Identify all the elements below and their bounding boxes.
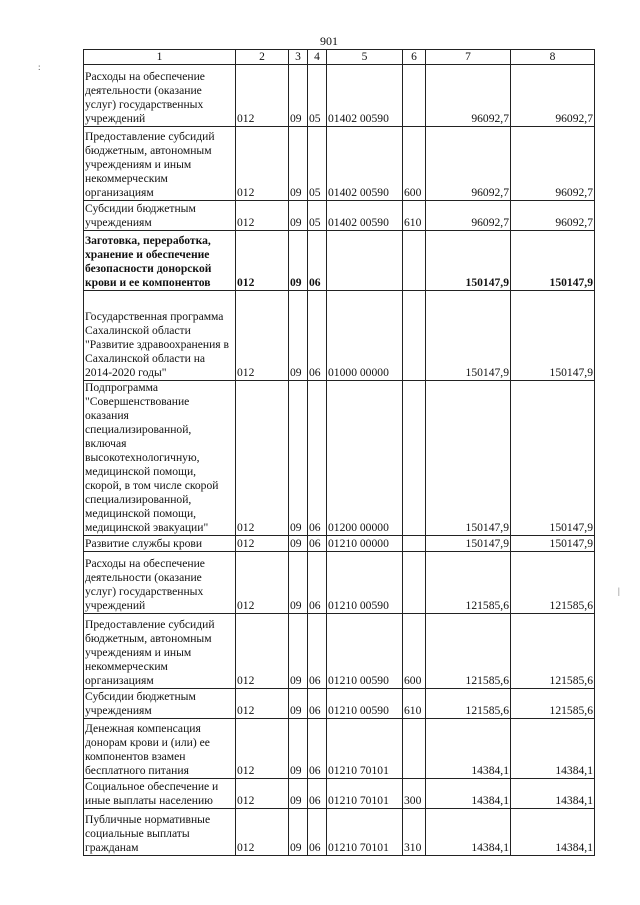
cell-subsection: 05 <box>308 127 327 201</box>
cell-amount-1: 14384,1 <box>426 779 511 809</box>
row-name: Публичные нормативные социальные выплаты гражданам <box>84 809 236 856</box>
row-name: Субсидии бюджетным учреждениям <box>84 689 236 719</box>
cell-amount-2: 150147,9 <box>511 381 595 536</box>
cell-expense-type <box>403 291 426 381</box>
cell-section: 09 <box>289 552 308 614</box>
table-row <box>84 231 595 291</box>
cell-amount-1: 14384,1 <box>426 809 511 856</box>
cell-section: 09 <box>289 201 308 231</box>
budget-table <box>83 49 595 856</box>
cell-section: 09 <box>289 127 308 201</box>
cell-expense-type <box>403 536 426 552</box>
column-header: 2 <box>236 50 289 65</box>
cell-grbs: 012 <box>236 291 289 381</box>
cell-expense-type: 610 <box>403 689 426 719</box>
table-row <box>84 381 595 536</box>
cell-amount-2: 96092,7 <box>511 65 595 127</box>
cell-subsection: 06 <box>308 719 327 779</box>
cell-grbs: 012 <box>236 689 289 719</box>
cell-grbs: 012 <box>236 65 289 127</box>
cell-expense-type <box>403 552 426 614</box>
cell-subsection: 05 <box>308 65 327 127</box>
cell-amount-2: 96092,7 <box>511 201 595 231</box>
cell-subsection: 05 <box>308 201 327 231</box>
cell-amount-2: 150147,9 <box>511 291 595 381</box>
column-header: 7 <box>426 50 511 65</box>
cell-subsection: 06 <box>308 552 327 614</box>
cell-target-article: 01402 00590 <box>327 201 403 231</box>
table-row <box>84 536 595 552</box>
cell-subsection: 06 <box>308 689 327 719</box>
cell-amount-2: 121585,6 <box>511 552 595 614</box>
cell-amount-1: 96092,7 <box>426 127 511 201</box>
row-name: Социальное обеспечение и иные выплаты населению <box>84 779 236 809</box>
cell-expense-type: 600 <box>403 614 426 689</box>
cell-subsection: 06 <box>308 614 327 689</box>
column-header: 5 <box>327 50 403 65</box>
cell-section: 09 <box>289 381 308 536</box>
row-name: Подпрограмма "Совершенствование оказания специализированной, включая высокотехнологичную, медицинской помощи, скорой, в том числе скорой специализированной, медицинской помощи, медицинской эвакуации" <box>84 381 236 536</box>
row-name: Денежная компенсация донорам крови и (или) ее компонентов взамен бесплатного питания <box>84 719 236 779</box>
page-number: 901 <box>320 34 338 48</box>
table-row <box>84 201 595 231</box>
row-name: Предоставление субсидий бюджетным, автономным учреждениям и иным некоммерческим организациям <box>84 614 236 689</box>
cell-target-article <box>327 231 403 291</box>
row-name: Государственная программа Сахалинской области "Развитие здравоохранения в Сахалинской области на 2014-2020 годы" <box>84 291 236 381</box>
cell-expense-type <box>403 719 426 779</box>
cell-target-article: 01210 00590 <box>327 614 403 689</box>
column-header: 4 <box>308 50 327 65</box>
table-body <box>84 65 595 856</box>
cell-target-article: 01402 00590 <box>327 127 403 201</box>
cell-expense-type <box>403 231 426 291</box>
cell-amount-2: 121585,6 <box>511 689 595 719</box>
cell-amount-2: 14384,1 <box>511 719 595 779</box>
cell-grbs: 012 <box>236 381 289 536</box>
cell-section: 09 <box>289 689 308 719</box>
cell-section: 09 <box>289 809 308 856</box>
scan-mark: : <box>38 62 41 72</box>
cell-amount-1: 150147,9 <box>426 231 511 291</box>
cell-grbs: 012 <box>236 231 289 291</box>
cell-target-article: 01210 70101 <box>327 809 403 856</box>
cell-amount-2: 150147,9 <box>511 231 595 291</box>
cell-amount-1: 96092,7 <box>426 65 511 127</box>
table-row <box>84 65 595 127</box>
cell-amount-1: 96092,7 <box>426 201 511 231</box>
table-row <box>84 719 595 779</box>
cell-expense-type: 610 <box>403 201 426 231</box>
cell-amount-2: 96092,7 <box>511 127 595 201</box>
table-row <box>84 809 595 856</box>
cell-target-article: 01210 00590 <box>327 552 403 614</box>
cell-section: 09 <box>289 779 308 809</box>
cell-section: 09 <box>289 231 308 291</box>
cell-section: 09 <box>289 719 308 779</box>
cell-amount-2: 121585,6 <box>511 614 595 689</box>
table-row <box>84 689 595 719</box>
cell-expense-type <box>403 381 426 536</box>
cell-target-article: 01200 00000 <box>327 381 403 536</box>
cell-target-article: 01210 00000 <box>327 536 403 552</box>
row-name: Заготовка, переработка, хранение и обеспечение безопасности донорской крови и ее компонентов <box>84 231 236 291</box>
row-name: Расходы на обеспечение деятельности (оказание услуг) государственных учреждений <box>84 552 236 614</box>
cell-grbs: 012 <box>236 809 289 856</box>
table-row <box>84 127 595 201</box>
table-row <box>84 614 595 689</box>
cell-expense-type <box>403 65 426 127</box>
row-name: Предоставление субсидий бюджетным, автономным учреждениям и иным некоммерческим организациям <box>84 127 236 201</box>
cell-amount-2: 14384,1 <box>511 779 595 809</box>
cell-subsection: 06 <box>308 291 327 381</box>
cell-grbs: 012 <box>236 536 289 552</box>
cell-expense-type: 600 <box>403 127 426 201</box>
cell-grbs: 012 <box>236 127 289 201</box>
cell-grbs: 012 <box>236 614 289 689</box>
cell-subsection: 06 <box>308 809 327 856</box>
cell-grbs: 012 <box>236 201 289 231</box>
cell-section: 09 <box>289 536 308 552</box>
cell-section: 09 <box>289 65 308 127</box>
cell-subsection: 06 <box>308 779 327 809</box>
cell-subsection: 06 <box>308 381 327 536</box>
column-header: 8 <box>511 50 595 65</box>
cell-amount-2: 14384,1 <box>511 809 595 856</box>
scan-mark: | <box>618 586 620 596</box>
cell-target-article: 01210 00590 <box>327 689 403 719</box>
column-header: 6 <box>403 50 426 65</box>
table-row <box>84 291 595 381</box>
cell-expense-type: 300 <box>403 779 426 809</box>
cell-grbs: 012 <box>236 552 289 614</box>
table-row <box>84 552 595 614</box>
table-header-row <box>84 50 595 65</box>
cell-subsection: 06 <box>308 536 327 552</box>
cell-section: 09 <box>289 291 308 381</box>
cell-grbs: 012 <box>236 719 289 779</box>
cell-amount-1: 150147,9 <box>426 291 511 381</box>
cell-amount-1: 150147,9 <box>426 381 511 536</box>
cell-subsection: 06 <box>308 231 327 291</box>
cell-target-article: 01210 70101 <box>327 779 403 809</box>
cell-amount-1: 121585,6 <box>426 614 511 689</box>
row-name: Субсидии бюджетным учреждениям <box>84 201 236 231</box>
column-header: 1 <box>84 50 236 65</box>
cell-amount-1: 150147,9 <box>426 536 511 552</box>
cell-grbs: 012 <box>236 779 289 809</box>
cell-amount-2: 150147,9 <box>511 536 595 552</box>
cell-target-article: 01210 70101 <box>327 719 403 779</box>
row-name: Развитие службы крови <box>84 536 236 552</box>
column-header: 3 <box>289 50 308 65</box>
cell-target-article: 01402 00590 <box>327 65 403 127</box>
cell-target-article: 01000 00000 <box>327 291 403 381</box>
table-row <box>84 779 595 809</box>
row-name: Расходы на обеспечение деятельности (оказание услуг) государственных учреждений <box>84 65 236 127</box>
cell-section: 09 <box>289 614 308 689</box>
cell-amount-1: 121585,6 <box>426 689 511 719</box>
cell-amount-1: 121585,6 <box>426 552 511 614</box>
cell-amount-1: 14384,1 <box>426 719 511 779</box>
cell-expense-type: 310 <box>403 809 426 856</box>
